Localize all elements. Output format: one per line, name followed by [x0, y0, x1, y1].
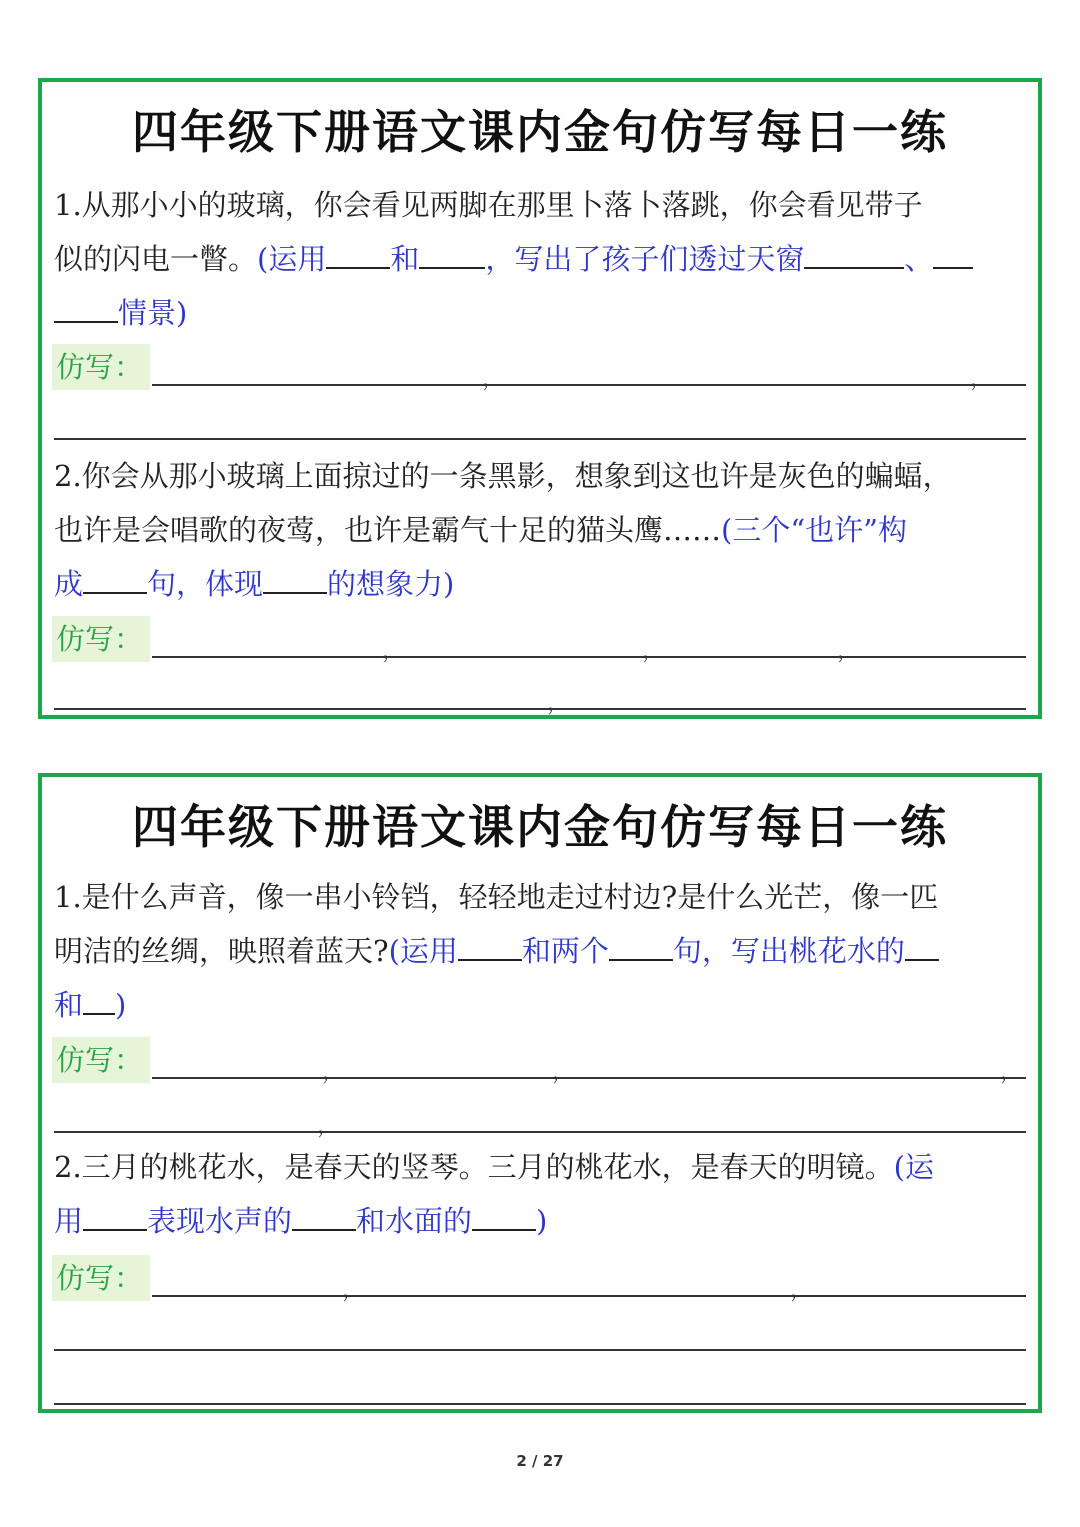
answer-blank[interactable]: [54, 295, 118, 323]
q2-line1: 2.你会从那小玻璃上面掠过的一条黑影，想象到这也许是灰色的蝙蝠，: [54, 459, 952, 493]
answer-blank[interactable]: [804, 241, 904, 269]
q2-hint-c: 的想象力): [327, 567, 455, 601]
q1-line2: [54, 239, 973, 279]
answer-blank[interactable]: [83, 1203, 147, 1231]
q2-sentence: 2.三月的桃花水，是春天的竖琴。三月的桃花水，是春天的明镜。: [54, 1150, 894, 1184]
exercise-card-2: [38, 773, 1042, 1413]
imitate-label: 仿写：: [52, 1255, 150, 1301]
answer-blank[interactable]: [292, 1203, 356, 1231]
q2-hint-c: 和水面的: [356, 1204, 473, 1238]
imitate-label: 仿写：: [52, 1037, 150, 1083]
q1-hint-d: 和: [54, 988, 84, 1022]
writing-line[interactable]: [54, 1349, 1026, 1351]
q1-line3: [54, 293, 187, 333]
answer-blank[interactable]: [933, 241, 973, 269]
writing-line[interactable]: [54, 708, 1026, 710]
answer-blank[interactable]: [905, 933, 939, 961]
q2-line1: [54, 1147, 934, 1187]
q1-hint-c: ，写出了孩子们透过天窗: [485, 242, 805, 276]
comma-mark: ，: [322, 1060, 345, 1085]
answer-blank[interactable]: [326, 241, 390, 269]
q1-hint-b: 和: [390, 242, 420, 276]
comma-mark: ，: [552, 1060, 575, 1085]
writing-line[interactable]: [54, 438, 1026, 440]
answer-blank[interactable]: [609, 933, 673, 961]
comma-mark: ，: [342, 1278, 365, 1303]
q1-hint-a: (运用: [257, 242, 327, 276]
writing-line[interactable]: [54, 1403, 1026, 1405]
q1-hint-a: (运用: [388, 934, 458, 968]
comma-mark: ，: [642, 639, 665, 664]
q2-line2: [54, 1201, 547, 1241]
q2-hint-a: 成: [54, 567, 84, 601]
q1-sentence-end: 明洁的丝绸，映照着蓝天?: [54, 934, 389, 968]
answer-blank[interactable]: [83, 987, 115, 1015]
q1-line2: [54, 931, 939, 971]
q1-line1: 1.是什么声音，像一串小铃铛，轻轻地走过村边?是什么光芒，像一匹: [54, 880, 939, 914]
q2-hint-d: ): [536, 1204, 548, 1238]
answer-blank[interactable]: [458, 933, 522, 961]
q2-hint-b: 句，体现: [147, 567, 264, 601]
q2-line2: [54, 510, 907, 550]
q1-hint-c: 句，写出桃花水的: [672, 934, 905, 968]
card-title: 四年级下册语文课内金句仿写每日一练: [132, 800, 948, 854]
card-title: 四年级下册语文课内金句仿写每日一练: [132, 105, 948, 159]
comma-mark: ，: [790, 1278, 813, 1303]
comma-mark: ，: [837, 639, 860, 664]
q1-hint-b: 和两个: [521, 934, 609, 968]
q1-hint-end: 情景): [118, 296, 188, 330]
q2-sentence: 也许是会唱歌的夜莺，也许是霸气十足的猫头鹰……: [54, 513, 722, 547]
answer-blank[interactable]: [472, 1203, 536, 1231]
writing-line[interactable]: [152, 1295, 1026, 1297]
writing-line[interactable]: [152, 1077, 1026, 1079]
answer-blank[interactable]: [263, 566, 327, 594]
page-indicator: 2 / 27: [516, 1452, 564, 1470]
comma-mark: ，: [1000, 1060, 1023, 1085]
q1-sentence-end: 似的闪电一瞥。: [54, 242, 258, 276]
comma-mark: ，: [547, 691, 570, 716]
q1-hint-d: 、: [904, 242, 934, 276]
q2-hint-b: 表现水声的: [147, 1204, 293, 1238]
q1-line1: 1.从那小小的玻璃，你会看见两脚在那里卜落卜落跳，你会看见带子: [54, 188, 923, 222]
q2-hint-a: 用: [54, 1204, 84, 1238]
q2-hint: (三个“也许”构: [721, 513, 907, 547]
comma-mark: ，: [317, 1114, 340, 1139]
q2-hint: (运: [893, 1150, 934, 1184]
writing-line[interactable]: [152, 656, 1026, 658]
comma-mark: ，: [482, 367, 505, 392]
comma-mark: ，: [970, 367, 993, 392]
q2-line3: [54, 564, 454, 604]
exercise-card-1: [38, 78, 1042, 719]
answer-blank[interactable]: [83, 566, 147, 594]
q1-hint-e: ): [115, 988, 127, 1022]
q1-line3: [54, 985, 126, 1025]
imitate-label: 仿写：: [52, 344, 150, 390]
comma-mark: ，: [382, 639, 405, 664]
writing-line[interactable]: [152, 384, 1026, 386]
answer-blank[interactable]: [419, 241, 485, 269]
imitate-label: 仿写：: [52, 616, 150, 662]
writing-line[interactable]: [54, 1131, 1026, 1133]
